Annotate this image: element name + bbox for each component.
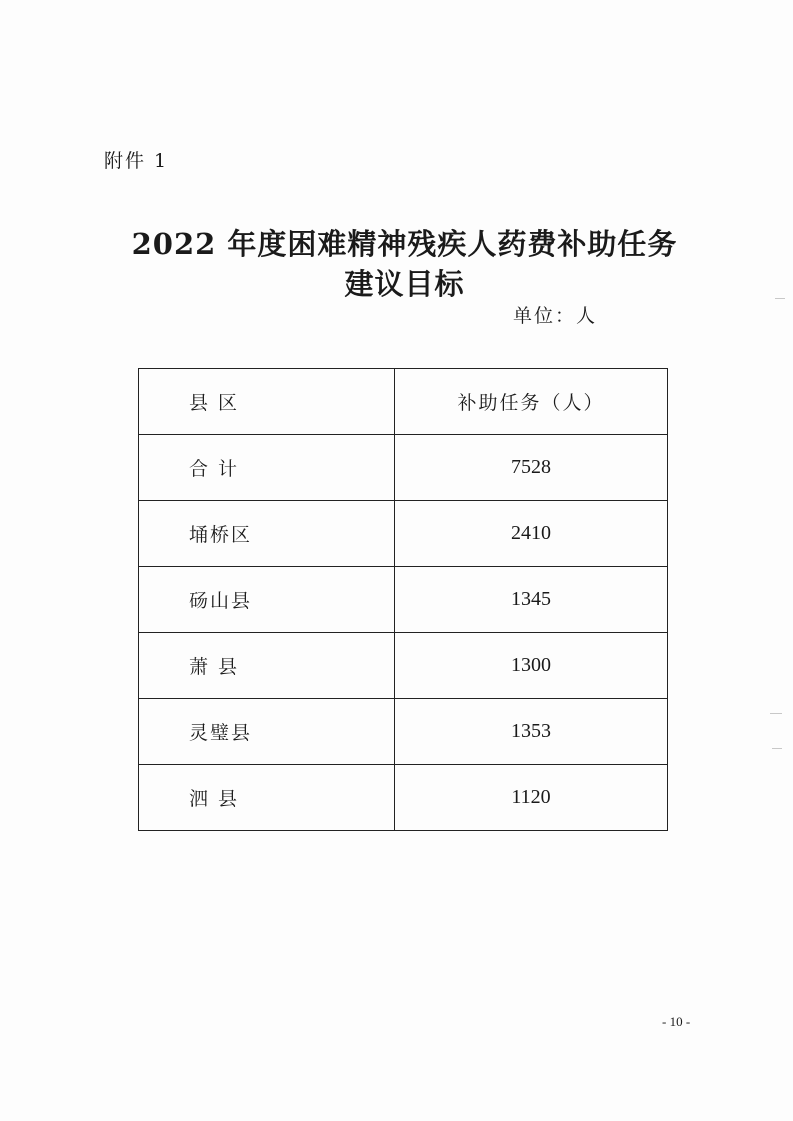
table-row [139,435,668,501]
count-cell: 1120 [395,765,668,831]
subsidy-table [138,368,668,831]
scan-artifact [775,298,785,299]
region-cell: 合 计 [139,435,395,501]
count-cell: 2410 [395,501,668,567]
document-title-line-1: 2022 年度困难精神残疾人药费补助任务 [131,227,678,261]
page-number: - 10 - [662,1014,691,1029]
scan-artifact [770,713,782,714]
table-row [139,633,668,699]
document-title-line-2: 建议目标 [344,267,465,301]
header-region: 县 区 [139,369,395,435]
region-cell: 泗 县 [139,765,395,831]
table-row [139,699,668,765]
count-cell: 7528 [395,435,668,501]
attachment-label: 附件 1 [104,150,169,172]
header-count: 补助任务（人） [395,369,668,435]
region-cell: 埇桥区 [139,501,395,567]
table-row [139,765,668,831]
count-cell: 1300 [395,633,668,699]
region-cell: 灵璧县 [139,699,395,765]
unit-label: 单位：人 [513,305,598,327]
table-header-row [139,369,668,435]
count-cell: 1345 [395,567,668,633]
region-cell: 砀山县 [139,567,395,633]
table-row [139,567,668,633]
region-cell: 萧 县 [139,633,395,699]
scan-artifact [772,748,782,749]
table-row [139,501,668,567]
count-cell: 1353 [395,699,668,765]
